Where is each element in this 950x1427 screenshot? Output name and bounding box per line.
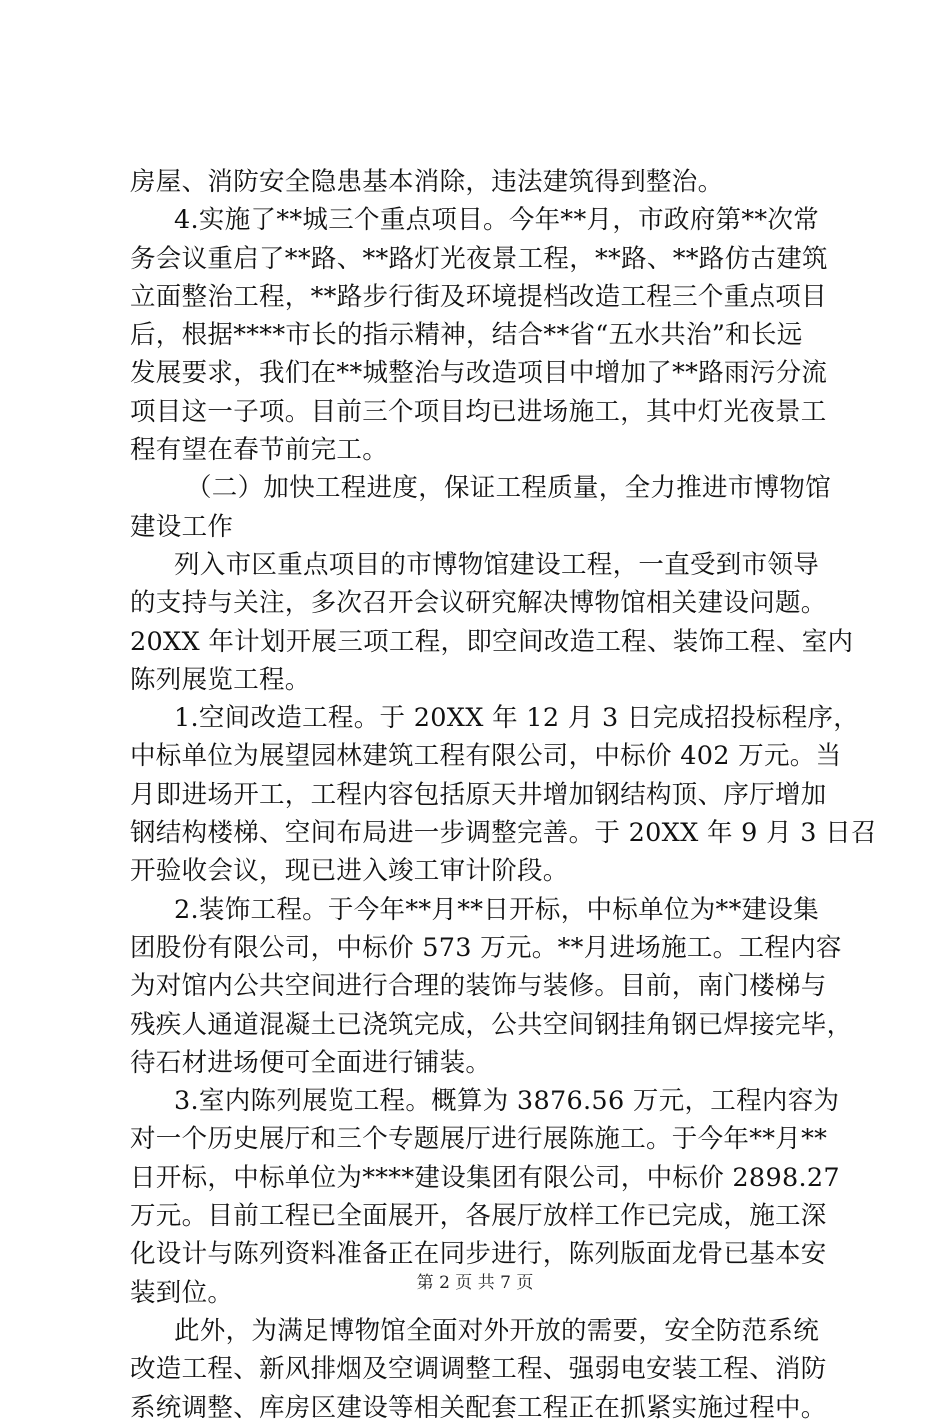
document-body xyxy=(130,163,877,1427)
text-line: 月即进场开工，工程内容包括原天井增加钢结构顶、序厅增加 xyxy=(130,779,827,810)
text-line: 20XX 年计划开展三项工程，即空间改造工程、装饰工程、室内 xyxy=(130,626,854,657)
text-line: 对一个历史展厅和三个专题展厅进行展陈施工。于今年**月** xyxy=(130,1124,828,1155)
text-line: 后，根据****市长的指示精神，结合**省“五水共治”和长远 xyxy=(130,320,803,351)
text-line: 改造工程、新风排烟及空调调整工程、强弱电安装工程、消防 xyxy=(130,1354,827,1385)
text-line: 团股份有限公司，中标价 573 万元。**月进场施工。工程内容 xyxy=(130,932,842,963)
text-line: 务会议重启了**路、**路灯光夜景工程，**路、**路仿古建筑 xyxy=(130,243,828,274)
text-line: 待石材进场便可全面进行铺装。 xyxy=(130,1047,492,1078)
text-line: 项目这一子项。目前三个项目均已进场施工，其中灯光夜景工 xyxy=(130,396,827,427)
text-line: 中标单位为展望园林建筑工程有限公司，中标价 402 万元。当 xyxy=(130,741,842,772)
text-line: 化设计与陈列资料准备正在同步进行，陈列版面龙骨已基本安 xyxy=(130,1239,827,1270)
text-line: 系统调整、库房区建设等相关配套工程正在抓紧实施过程中。 xyxy=(130,1392,827,1423)
text-line: 发展要求，我们在**城整治与改造项目中增加了**路雨污分流 xyxy=(130,358,828,389)
text-line: 房屋、消防安全隐患基本消除，违法建筑得到整治。 xyxy=(130,167,724,197)
text-line: 4.实施了**城三个重点项目。今年**月，市政府第**次常 xyxy=(174,205,820,236)
text-line: 陈列展览工程。 xyxy=(130,664,311,695)
text-line: 1.空间改造工程。于 20XX 年 12 月 3 日完成招投标程序， xyxy=(174,703,860,734)
text-line: 万元。目前工程已全面展开，各展厅放样工作已完成，施工深 xyxy=(130,1201,827,1232)
text-line: 的支持与关注，多次召开会议研究解决博物馆相关建设问题。 xyxy=(130,588,827,619)
text-line: 2.装饰工程。于今年**月**日开标，中标单位为**建设集 xyxy=(174,894,820,925)
text-line: 钢结构楼梯、空间布局进一步调整完善。于 20XX 年 9 月 3 日召 xyxy=(130,818,877,849)
text-line: 日开标，中标单位为****建设集团有限公司，中标价 2898.27 xyxy=(130,1162,840,1193)
text-line: 装到位。 xyxy=(130,1277,234,1308)
text-line: 开验收会议，现已进入竣工审计阶段。 xyxy=(130,856,569,887)
text-line: 为对馆内公共空间进行合理的装饰与装修。目前，南门楼梯与 xyxy=(130,971,827,1002)
section-heading-continued: 建设工作 xyxy=(130,511,234,542)
text-line: 列入市区重点项目的市博物馆建设工程，一直受到市领导 xyxy=(174,549,820,580)
page-footer: 第 2 页 共 7 页 xyxy=(416,1273,534,1293)
text-line: 立面整治工程，**路步行街及环境提档改造工程三个重点项目 xyxy=(130,281,827,312)
text-line: 残疾人通道混凝土已浇筑完成，公共空间钢挂角钢已焊接完毕， xyxy=(130,1009,853,1040)
text-line: 3.室内陈列展览工程。概算为 3876.56 万元，工程内容为 xyxy=(174,1086,840,1117)
section-heading: （二）加快工程进度，保证工程质量，全力推进市博物馆 xyxy=(186,473,832,504)
text-line: 此外，为满足博物馆全面对外开放的需要，安全防范系统 xyxy=(174,1315,820,1346)
text-line: 程有望在春节前完工。 xyxy=(130,435,389,466)
